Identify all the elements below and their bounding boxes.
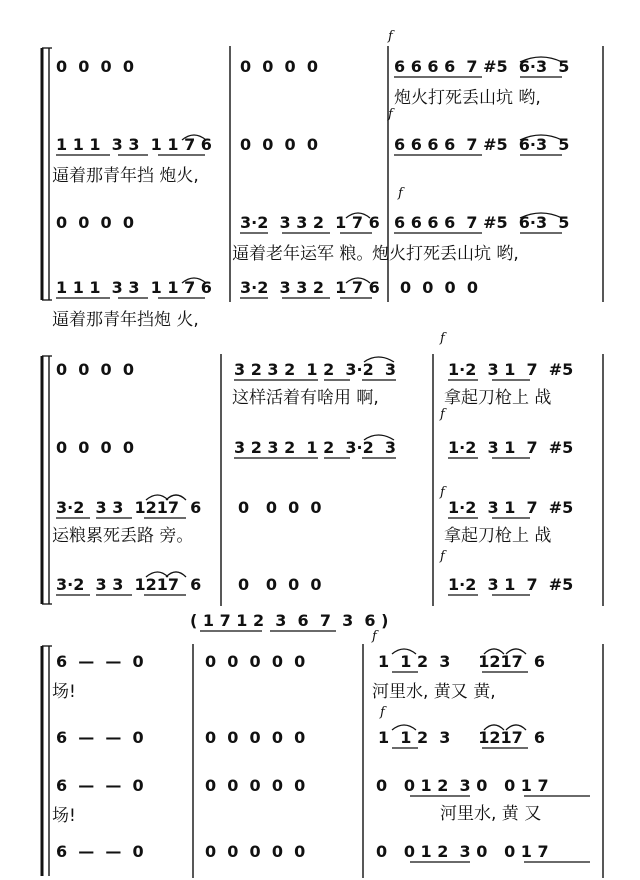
staff-notes: 0 0 0 0 [238,498,322,517]
staff-notes: 6 — — 0 [56,652,144,671]
staff-notes: 3·2 3 3 2 1 7 6 [240,213,380,232]
dynamic-forte: f [380,705,385,720]
staff-notes: 6 6 6 6 7 #5 6·3 5 [394,213,570,232]
staff-notes: 6 6 6 6 7 #5 6·3 5 [394,135,570,154]
staff-notes: 3·2 3 3 1217 6 [56,498,202,517]
staff-notes: 0 0 1 2 3 0 0 1 7 [376,776,549,795]
staff-notes: 0 0 0 0 [56,360,134,379]
lyric: 炮火打死丢山坑 哟, [372,244,519,264]
staff-notes: 6 — — 0 [56,728,144,747]
staff-notes: 1·2 3 1 7 #5 [448,360,574,379]
lyric: 河里水, 黄又 黄, [372,682,496,702]
staff-notes: 6 — — 0 [56,776,144,795]
interlude-notes: ( 1 7 1 2 3 6 7 3 6 ) [190,611,389,630]
staff-notes: 0 0 0 0 [240,57,318,76]
dynamic-forte: f [388,107,393,122]
staff-notes: 0 0 0 0 [400,278,478,297]
lyric: 逼着老年运军 粮。 [232,244,374,264]
lyric: 拿起刀枪上 战 [444,526,552,546]
lyric: 这样活着有啥用 啊, [232,388,379,408]
staff-notes: 6 6 6 6 7 #5 6·3 5 [394,57,570,76]
staff-notes: 1·2 3 1 7 #5 [448,438,574,457]
lyric: 拿起刀枪上 战 [444,388,552,408]
staff-notes: 0 0 0 0 0 [205,728,306,747]
dynamic-forte: f [440,549,445,564]
system-1 [42,29,603,330]
staff-notes: 3·2 3 3 1217 6 [56,575,202,594]
staff-notes: 3 2 3 2 1 2 3·2 3 [234,438,396,457]
staff-notes: 1 1 2 3 1217 6 [378,652,546,671]
lyric: 逼着那青年挡炮 火, [52,310,199,330]
dynamic-forte: f [440,331,445,346]
staff-notes: 1·2 3 1 7 #5 [448,498,574,517]
staff-notes: 1 1 1 3 3 1 1 7 6 [56,135,212,154]
lyric: 逼着那青年挡 炮火, [52,166,199,186]
staff-notes: 0 0 0 0 [238,575,322,594]
staff-notes: 3 2 3 2 1 2 3·2 3 [234,360,396,379]
staff-notes: 1 1 2 3 1217 6 [378,728,546,747]
lyric: 场! [52,806,76,826]
system-2 [42,331,603,606]
staff-notes: 1·2 3 1 7 #5 [448,575,574,594]
staff-notes: 0 0 0 0 [56,438,134,457]
staff-notes: 0 0 0 0 0 [205,776,306,795]
staff-notes: 0 0 0 0 0 [205,842,306,861]
staff-notes: 0 0 0 0 [56,213,134,232]
staff-notes: 3·2 3 3 2 1 7 6 [240,278,380,297]
dynamic-forte: f [388,29,393,44]
staff-notes: 0 0 0 0 [240,135,318,154]
dynamic-forte: f [398,186,403,201]
lyric: 河里水, 黄 又 [440,804,542,824]
staff-notes: 0 0 0 0 0 [205,652,306,671]
staff-notes: 1 1 1 3 3 1 1 7 6 [56,278,212,297]
system-3 [42,611,603,878]
lyric: 运粮累死丢路 旁。 [52,526,194,546]
dynamic-forte: f [372,629,377,644]
dynamic-forte: f [440,407,445,422]
staff-notes: 0 0 0 0 [56,57,134,76]
dynamic-forte: f [440,485,445,500]
staff-notes: 6 — — 0 [56,842,144,861]
lyric: 炮火打死丢山坑 哟, [394,88,541,108]
lyric: 场! [52,682,76,702]
staff-notes: 0 0 1 2 3 0 0 1 7 [376,842,549,861]
